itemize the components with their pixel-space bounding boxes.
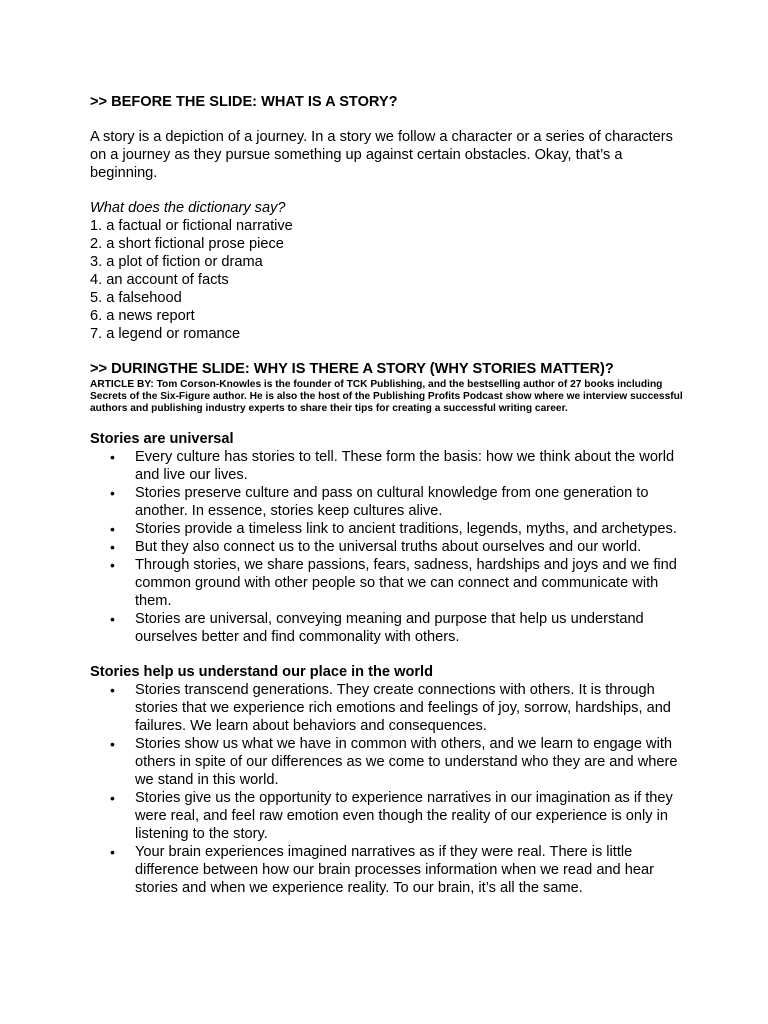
bullet-icon: • (110, 844, 115, 860)
list-item (90, 448, 680, 484)
list-item-text: Stories preserve culture and pass on cultural knowledge from one generation to another. In essence, stories keep cultures alive. (135, 485, 649, 519)
list-item (90, 538, 680, 556)
bullet-icon: • (110, 682, 115, 698)
list-item (90, 681, 680, 735)
list-item-text: But they also connect us to the universal truths about ourselves and our world. (135, 539, 642, 555)
definition-item: 1. a factual or fictional narrative (90, 218, 293, 234)
list-item-text: Stories are universal, conveying meaning and purpose that help us understand ourselves better and find commonality with others. (135, 611, 644, 645)
bullet-icon: • (110, 449, 115, 465)
list-item (90, 520, 680, 538)
universal-bullet-list (90, 448, 690, 646)
dictionary-question: What does the dictionary say? (90, 200, 286, 216)
list-item-text: Through stories, we share passions, fears, sadness, hardships and joys and we find common ground with other people so that we can connect and communicate with them. (135, 557, 677, 609)
heading-before-slide: >> BEFORE THE SLIDE: WHAT IS A STORY? (90, 94, 398, 110)
definition-list (90, 217, 690, 343)
list-item-text: Every culture has stories to tell. These form the basis: how we think about the world and live our lives. (135, 449, 675, 483)
list-item (90, 610, 680, 646)
article-byline: ARTICLE BY: Tom Corson-Knowles is the founder of TCK Publishing, and the bestselling author of 27 books including Secrets of the Six-Figure author. He is also the host of the Publishing Profits Podcast show where we interview successful authors and publishing industry experts to share their tips for creating a successful writing career. (90, 379, 683, 414)
list-item-text: Stories provide a timeless link to ancient traditions, legends, myths, and archetypes. (135, 521, 677, 537)
definition-item: 7. a legend or romance (90, 326, 241, 342)
definition-item: 4. an account of facts (90, 272, 229, 288)
bullet-icon: • (110, 790, 115, 806)
heading-during-slide: >> DURINGTHE SLIDE: WHY IS THERE A STORY (WHY STORIES MATTER)? (90, 361, 614, 377)
bullet-icon: • (110, 521, 115, 537)
bullet-icon: • (110, 557, 115, 573)
spacer (90, 343, 690, 360)
bullet-icon: • (110, 539, 115, 555)
list-item (90, 484, 680, 520)
list-item-text: Stories show us what we have in common with others, and we learn to engage with others in spite of our differences as we come to understand who they are and where we stand in this world. (135, 736, 678, 788)
list-item-text: Stories transcend generations. They create connections with others. It is through stories that we experience rich emotions and feelings of joy, sorrow, hardships, and failures. We learn about behaviors and consequences. (135, 682, 671, 734)
place-bullet-list (90, 681, 690, 897)
bullet-icon: • (110, 485, 115, 501)
intro-paragraph: A story is a depiction of a journey. In a story we follow a character or a series of characters on a journey as they pursue something up against certain obstacles. Okay, that’s a beginning. (90, 129, 673, 181)
bullet-icon: • (110, 611, 115, 627)
list-item (90, 735, 680, 789)
document-page (90, 93, 690, 897)
spacer (90, 646, 690, 663)
spacer (90, 111, 690, 128)
list-item (90, 843, 680, 897)
definition-item: 5. a falsehood (90, 290, 182, 306)
section-title-universal: Stories are universal (90, 431, 234, 447)
list-item (90, 789, 680, 843)
spacer (90, 182, 690, 199)
list-item-text: Your brain experiences imagined narratives as if they were real. There is little difference between how our brain processes information when we read and hear stories and when we experience reality. To our brain, it’s all the same. (135, 844, 654, 896)
definition-item: 6. a news report (90, 308, 195, 324)
list-item-text: Stories give us the opportunity to experience narratives in our imagination as if they were real, and feel raw emotion even though the reality of our experience is only in listening to the story. (135, 790, 673, 842)
list-item (90, 556, 680, 610)
definition-item: 3. a plot of fiction or drama (90, 254, 263, 270)
section-title-place: Stories help us understand our place in the world (90, 664, 434, 680)
definition-item: 2. a short fictional prose piece (90, 236, 284, 252)
spacer (90, 415, 690, 430)
bullet-icon: • (110, 736, 115, 752)
